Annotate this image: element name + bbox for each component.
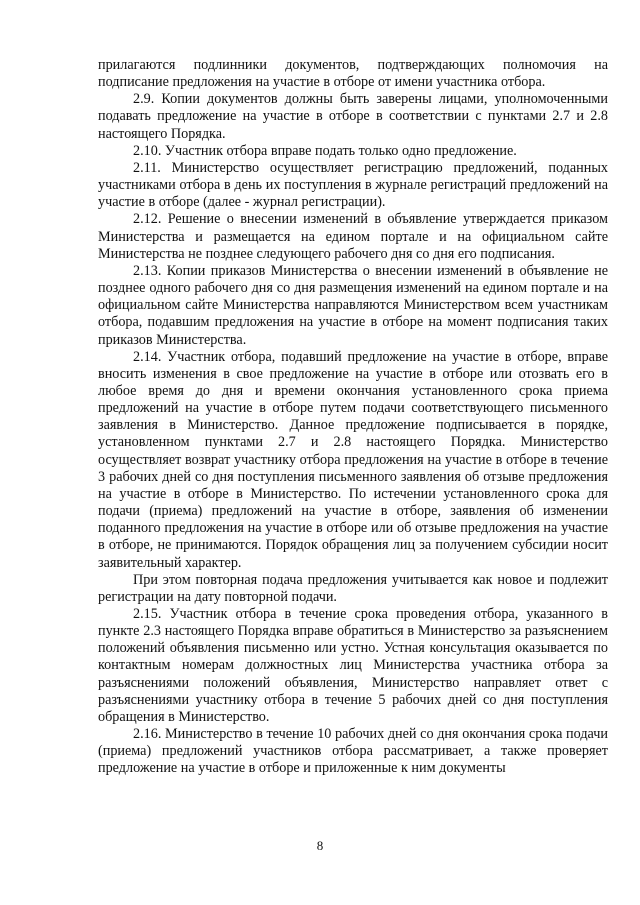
paragraph-2-10: 2.10. Участник отбора вправе подать только одно предложение. (133, 142, 517, 159)
paragraph-2-9: 2.9. Копии документов должны быть заверены лицами, уполномоченными подавать предложение на участие в отборе в соответствии с пунктами 2.7 и 2.8 настоящего Порядка. (98, 91, 608, 142)
paragraph-2-11: 2.11. Министерство осуществляет регистрацию предложений, поданных участниками отбора в день их поступления в журнале регистраций предложений на участие в отборе (далее - журнал регистрации). (98, 159, 608, 211)
paragraph-2-15: 2.15. Участник отбора в течение срока проведения отбора, указанного в пункте 2.3 настоящего Порядка вправе обратиться в Министерство за разъяснением положений объявления письменно или устно. Устная консультация оказывается по контактным номерам должностных лиц Министерства участника отбора за разъяснениями положений объявления, Министерство направляет ответ с разъяснениями участнику отбора в течение 5 рабочих дней со дня поступления обращения в Министерство. (98, 606, 608, 725)
paragraph-2-14-note: При этом повторная подача предложения учитывается как новое и подлежит регистрации на дату повторной подачи. (98, 571, 608, 605)
paragraph-2-14: 2.14. Участник отбора, подавший предложение на участие в отборе, вправе вносить изменения в свое предложение на участие в отборе или отозвать его в любое время до дня и времени окончания установленного срока приема предложений на участие в отборе путем подачи соответствующего письменного заявления в Министерство. Данное предложение подписывается в порядке, установленном пунктами 2.7 и 2.8 настоящего Порядка. Министерство осуществляет возврат участнику отбора предложения на участие в отборе в течение 3 рабочих дней со дня поступления письменного заявления об отзыве предложения на участие в отборе в Министерство. По истечении установленного срока для подачи (приема) предложений на участие в отборе, заявления об изменении поданного предложения на участие в отборе или об отзыве предложения на участие в отборе, не принимаются. Порядок обращения лиц за получением субсидии носит заявительный характер. (98, 348, 608, 571)
paragraph-2-16: 2.16. Министерство в течение 10 рабочих дней со дня окончания срока подачи (приема) предложений участников отбора рассматривает, а также проверяет предложение на участие в отборе и приложенные к ним документы (98, 726, 608, 777)
paragraph-2-13: 2.13. Копии приказов Министерства о внесении изменений в объявление не позднее одного рабочего дня со дня размещения изменений на едином портале и на официальном сайте Министерства направляются Министерством всем участникам отбора, подавшим предложения на участие в отборе на момент подписания таких приказов Министерства. (98, 262, 608, 348)
page-number: 8 (316, 838, 324, 853)
paragraph-continuation: прилагаются подлинники документов, подтверждающих полномочия на подписание предложения на участие в отборе от имени участника отбора. (98, 57, 608, 91)
paragraph-2-12: 2.12. Решение о внесении изменений в объявление утверждается приказом Министерства и размещается на едином портале и на официальном сайте Министерства не позднее следующего рабочего дня со дня его подписания. (98, 211, 608, 262)
document-body (98, 57, 608, 778)
